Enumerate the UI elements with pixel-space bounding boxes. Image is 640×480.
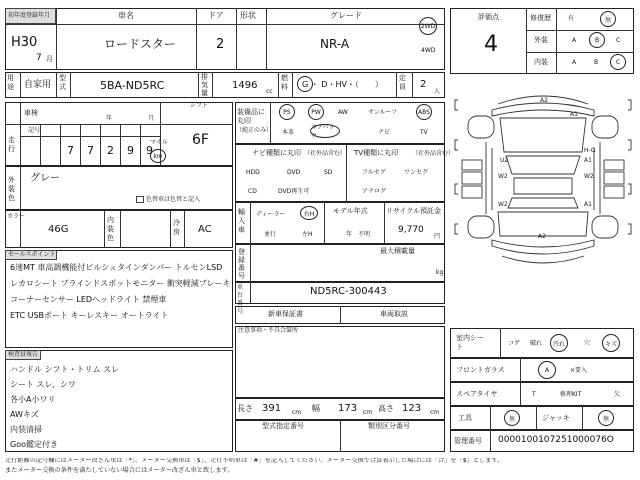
reg-era-year: H30 [11,35,38,50]
jack-none-circle: 無 [598,410,614,426]
reg-number-label: 登録番号 [238,248,245,280]
color-value: グレー [30,173,60,184]
car-damage-diagram [452,86,634,272]
tools-label: 工具 [458,414,472,422]
warranty-label: 新車保証書 [268,310,303,318]
navi-cd: CD [248,188,257,195]
fuel-g-circle [297,76,313,92]
mgmt-number: 0000100107251000076O [498,435,614,445]
import-right-circle: 右H [300,206,318,220]
displacement: 1496 [232,80,258,91]
seat-tear: 破れ [530,340,543,347]
max-load-unit: kg [436,269,444,276]
footer-line-2: またメーター交換の条件を満たしていない場合にはメーター改ざん車と致します。 [5,467,234,474]
interior-grade-label: 内装 [534,58,548,66]
tv-fullseg: フルセグ [362,169,386,176]
spare-t: T [532,391,536,398]
inspector-line-4: AWキズ [10,410,39,419]
dmg-a1-front: A1 [570,111,578,118]
inspector-line-2: シート スレ、シワ [10,380,76,389]
fix-yes: 有 [568,15,575,22]
tools-none-circle: 無 [504,410,520,426]
model-year-label: モデル年式 [333,207,368,215]
notes-box [235,326,445,398]
use-label: 用途 [7,74,14,91]
color-note-swatch [136,196,144,203]
mile-unit: マイル [150,139,168,146]
drive-2wd-circle: 2WD [419,17,437,35]
use-value: 自家用 [24,80,52,90]
ext-c: C [616,37,621,44]
interior-seat-label: 室内シート [456,334,484,351]
width-value: 173 [338,403,358,414]
color-code-label: カラー [7,213,26,220]
car-name-label: 車名 [118,11,134,20]
odo-digit-3: 2 [107,144,114,157]
max-load-label: 最大積載量 [380,247,415,255]
cc-unit: cc [266,88,273,95]
model-code: 5BA-ND5RC [100,79,165,92]
length-value: 391 [262,403,282,414]
shape-label: 形状 [240,11,256,20]
length-unit: cm [292,409,302,416]
type-number-label: 型式指定番号 [262,422,304,430]
import-left: 左H [302,231,313,238]
fix-no-circle: 無 [600,11,616,27]
int-c-circle: C [610,54,626,70]
length-label: 長さ [237,404,253,413]
seat-burn: コゲ [508,340,521,347]
sales-point-line-3: コーナーセンサー LEDヘッドライト 禁煙車 [10,295,167,304]
spare-missing: 欠 [614,391,621,398]
type-label: 型式 [59,74,66,91]
dmg-u2: U2 [500,157,509,164]
recycle-yen: 円 [434,233,441,240]
windshield-label: フロントガラス [456,366,505,374]
tv-note: （社外品含む） [412,150,455,157]
int-a: A [572,59,577,66]
unit-label: 記号 [28,127,41,134]
mgmt-label: 管理番号 [454,437,482,445]
capacity-label: 定員 [399,74,406,91]
ext-a: A [572,37,577,44]
score-label: 評価点 [478,13,499,21]
color-note: 色替車は色替と記入 [146,196,201,203]
odo-digit-5: 9 [146,144,153,157]
reg-date-label: 初年度登録年月 [8,12,51,19]
navi-hdd: HDD [246,169,260,176]
seat-stain-circle: 汚れ [550,334,568,352]
equipment-sub: （純正のみ） [236,127,273,134]
inspect-month-unit: 月 [148,115,155,122]
fuel-label: 燃料 [281,74,288,91]
recycle-value: 9,770 [398,225,424,235]
class-number-label: 類別区分番号 [368,422,410,430]
equip-airbag-circle: エアバック [310,124,340,138]
reg-month-unit: 月 [46,55,53,63]
model-year: 年 不明 [346,231,371,238]
seat-hole: 穴 [584,340,591,347]
capacity: 2 [420,79,427,90]
equip-sunroof: サンルーフ [368,109,398,116]
dmg-a2-rear: A2 [538,233,546,240]
grade-value: NR-A [320,37,350,51]
spare-tire-label: スペアタイヤ [456,390,498,398]
odo-digit-4: 9 [127,144,134,157]
equip-aw: AW [338,109,348,116]
height-value: 123 [402,403,422,414]
top-header-box [5,8,445,70]
sales-point-line-4: ETC USBポート キーレスキー オートライト [10,311,169,320]
tv-analog: アナログ [362,188,387,195]
reg-month: 7 [36,53,42,63]
exterior-grade-label: 外装 [534,36,548,44]
height-unit: cm [430,409,440,416]
sales-points-title: セールスポイント [8,251,56,258]
inspector-title: 検査員報告 [8,351,39,358]
dmg-a1-rear: A1 [584,201,592,208]
inspector-line-5: 内装清掃 [10,425,42,434]
ac-label: 冷房 [173,219,180,236]
car-name: ロードスター [104,37,176,51]
equip-ps-circle: PS [279,104,295,120]
dmg-hg: H-G [584,147,596,154]
dmg-a2-front: A2 [540,97,548,104]
navi-dvd: DVD [287,169,301,176]
navi-dvd-play: DVD再生可 [278,188,310,195]
width-label: 幅 [312,404,320,413]
tv-oneseg: ワンセグ [404,169,429,176]
equip-navi: ナビ [378,129,391,136]
spare-repair-kit: 修理KIT [560,391,582,398]
dmg-w2-rear: W2 [498,201,508,208]
equip-leather: 本革 [282,129,295,136]
inspect-label: 車検 [24,109,38,117]
height-label: 高さ [378,404,394,413]
equip-abs-circle: ABS [416,104,432,120]
navi-title: ナビ種類に丸印 [252,149,301,157]
navi-sd: SD [324,169,333,176]
dmg-w2-right: W2 [584,173,594,180]
ac-value: AC [198,224,212,235]
sales-point-line-1: 6速MT 車高調機能付ビルシュタインダンパー トルセンLSD [10,263,223,272]
glass-replace: ×要入 [570,367,588,374]
displacement-label: 排気量 [201,73,208,97]
inspector-line-6: Goo鑑定付き [10,440,58,449]
shift-label: シフト [190,102,209,109]
import-dealer: ディーラー [256,211,286,218]
frame-number: ND5RC-300443 [310,286,387,297]
interior-color-label: 内装色 [107,216,114,242]
seat-scratch-circle: キズ [602,334,620,352]
score-value: 4 [484,32,498,57]
equipment-title: 装備品に丸印 [237,108,265,125]
frame-label: 車台番号 [237,284,244,315]
inspect-year-unit: 年 [106,115,113,122]
notes-label: 注意事項・不具合箇所 [238,327,299,334]
shift-value: 6F [192,132,209,148]
doors: 2 [216,37,225,52]
inspector-line-3: 各小A小ワリ [10,395,56,404]
fix-history-label: 修復歴 [530,14,551,22]
sales-point-line-2: レカロシート ブラインドスポットモニター 衝突軽減ブレーキ [10,279,231,288]
import-label: 輸入車 [238,208,245,234]
tv-title: TV種類に丸印 [354,149,399,157]
ext-b-circle: B [589,32,605,48]
navi-note: （社外品含む） [304,150,347,157]
grade-label: グレード [330,11,362,20]
color-label: 外装色 [8,176,15,202]
manual-label: 車両取説 [380,310,408,318]
equip-tv: TV [420,129,428,136]
run-label: 走行 [8,136,15,153]
drive-4wd: 4WD [421,47,436,54]
inspector-line-1: ハンドル シフト・トリム スレ [10,365,120,374]
glass-a-circle: A [538,361,556,379]
odo-digit-2: 7 [87,144,94,157]
jack-label: ジャッキ [542,414,570,422]
int-b: B [594,59,599,66]
footer-line-1: 走行距離の記号欄にはメーター改ざん車は「*」、メーター交換車は「$」、走行不明車は「#」を記入してください。メーター交換で合算表示した場合には「合」を「$」とします。 [5,458,504,464]
equip-pw-circle: PW [308,104,324,120]
width-unit: cm [363,409,373,416]
color-code: 46G [48,224,69,235]
odo-digit-1: 7 [67,144,74,157]
recycle-label: リサイクル預託金 [386,207,442,215]
import-parallel: 並行 [264,231,277,238]
fuel-options: G ・ D・HV・（ ） [302,80,383,89]
km-circle: km [150,149,166,163]
door-label: ドア [208,11,224,20]
dmg-w2-left: W2 [498,173,508,180]
person-unit: 人 [434,88,441,95]
dmg-a1-right: A1 [584,157,592,164]
